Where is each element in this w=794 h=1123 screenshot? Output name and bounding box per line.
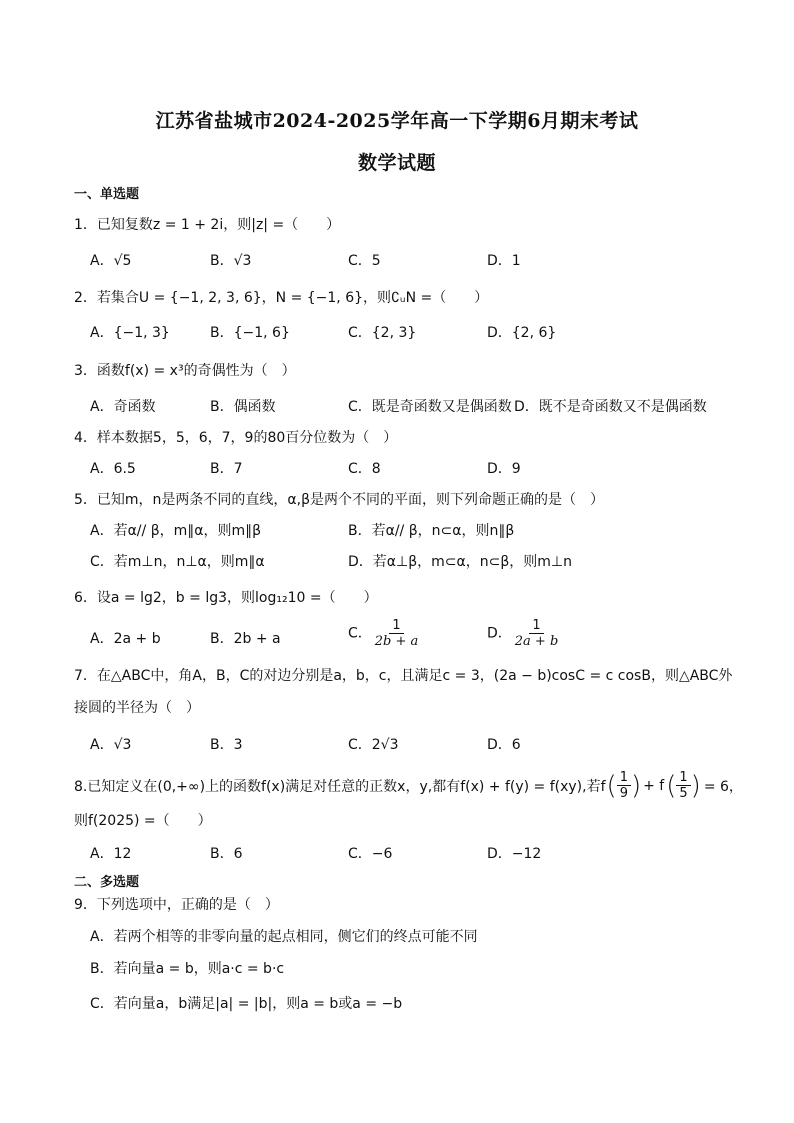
question-3-option-d: D．既不是奇函数又不是偶函数	[514, 399, 707, 415]
fraction	[372, 618, 422, 649]
question-2-option-b: B．{−1, 6}	[210, 325, 290, 341]
question-7-stem-continued: 接圆的半径为（ ）	[74, 700, 200, 716]
question-6-option-c	[348, 618, 421, 649]
question-1-option-d: D．1	[487, 253, 521, 269]
question-8-option-c: C．−6	[348, 846, 393, 862]
question-4-option-c: C．8	[348, 461, 381, 477]
fraction-denominator: 5	[679, 786, 688, 801]
question-5-option-d: D．若α⊥β，m⊂α，n⊂β，则m⊥n	[348, 554, 572, 570]
question-8-stem-text: 8.已知定义在(0,+∞)上的函数f(x)满足对任意的正数x，y,都有f(x) + f(y) = f(xy),若f	[74, 778, 606, 795]
question-7-option-a: A．√3	[90, 737, 132, 753]
question-2-stem: 2．若集合U = {−1, 2, 3, 6}，N = {−1, 6}，则∁ᵤN =（ ）	[74, 290, 489, 306]
fraction	[617, 770, 631, 801]
question-7-option-c: C．2√3	[348, 737, 399, 753]
question-9-stem: 9．下列选项中，正确的是（ ）	[74, 897, 279, 913]
fraction-denominator: 9	[619, 786, 628, 801]
fraction-numerator: 1	[389, 618, 403, 634]
section-heading-multi: 二、多选题	[74, 875, 140, 890]
question-6-option-d	[487, 618, 561, 649]
question-7-option-b: B．3	[210, 737, 243, 753]
question-7-stem: 7．在△ABC中，角A，B，C的对边分别是a，b，c，且满足c = 3，(2a − b)cosC = c cosB，则△ABC外	[74, 668, 733, 684]
question-3-option-b: B．偶函数	[210, 399, 276, 415]
left-paren: (	[666, 770, 677, 801]
question-1-option-a: A．√5	[90, 253, 132, 269]
question-1-option-c: C．5	[348, 253, 381, 269]
question-3-option-c: C．既是奇函数又是偶函数	[348, 399, 512, 415]
fraction	[512, 618, 562, 649]
question-5-option-b: B．若α// β，n⊂α，则n∥β	[348, 523, 515, 539]
fraction-numerator: 1	[617, 770, 631, 786]
question-4-option-a: A．6.5	[90, 461, 136, 477]
question-6-stem: 6．设a = lg2，b = lg3，则log₁₂10 =（ ）	[74, 590, 378, 606]
question-5-option-c: C．若m⊥n，n⊥α，则m∥α	[90, 554, 265, 570]
question-6-option-d-label: D．	[487, 625, 512, 642]
question-6-option-a: A．2a + b	[90, 631, 161, 647]
question-4-option-d: D．9	[487, 461, 521, 477]
question-2-option-c: C．{2, 3}	[348, 325, 417, 341]
page-title: 江苏省盐城市2024-2025学年高一下学期6月期末考试	[155, 110, 639, 132]
question-9-option-a: A．若两个相等的非零向量的起点相同，侧它们的终点可能不同	[90, 929, 478, 945]
question-1-stem: 1．已知复数z = 1 + 2i，则|z| =（ ）	[74, 217, 341, 233]
fraction	[676, 770, 690, 801]
page-subtitle: 数学试题	[357, 152, 436, 174]
question-5-stem: 5．已知m，n是两条不同的直线，α,β是两个不同的平面，则下列命题正确的是（ ）	[74, 492, 605, 508]
question-8-option-b: B．6	[210, 846, 243, 862]
question-9-option-b: B．若向量a = b，则a·c = b·c	[90, 961, 285, 977]
fraction-denominator: 2b + a	[374, 634, 419, 649]
question-2-option-d: D．{2, 6}	[487, 325, 557, 341]
fraction-numerator: 1	[676, 770, 690, 786]
question-6-option-c-label: C．	[348, 625, 372, 642]
question-2-option-a: A．{−1, 3}	[90, 325, 170, 341]
question-3-option-a: A．奇函数	[90, 399, 156, 415]
section-heading-single: 一、单选题	[74, 187, 140, 202]
fraction-numerator: 1	[529, 618, 543, 634]
left-paren: (	[606, 770, 617, 801]
question-8-stem	[74, 770, 743, 801]
question-1-option-b: B．√3	[210, 253, 252, 269]
question-4-stem: 4．样本数据5，5，6，7，9的80百分位数为（ ）	[74, 430, 398, 446]
right-paren: )	[690, 770, 701, 801]
fraction-denominator: 2a + b	[514, 634, 559, 649]
question-3-stem: 3．函数f(x) = x³的奇偶性为（ ）	[74, 363, 296, 379]
question-7-option-d: D．6	[487, 737, 521, 753]
question-8-option-a: A．12	[90, 846, 132, 862]
right-paren: )	[630, 770, 642, 801]
question-5-option-a: A．若α// β，m∥α，则m∥β	[90, 523, 262, 539]
question-9-option-c: C．若向量a，b满足|a| = |b|，则a = b或a = −b	[90, 996, 403, 1012]
question-8-option-d: D．−12	[487, 846, 542, 862]
question-8-stem-continued: 则f(2025) =（ ）	[74, 813, 212, 829]
question-4-option-b: B．7	[210, 461, 243, 477]
question-8-stem-mid: + f	[643, 777, 665, 794]
question-6-option-b: B．2b + a	[210, 631, 281, 647]
question-8-stem-tail: = 6，	[703, 778, 743, 795]
